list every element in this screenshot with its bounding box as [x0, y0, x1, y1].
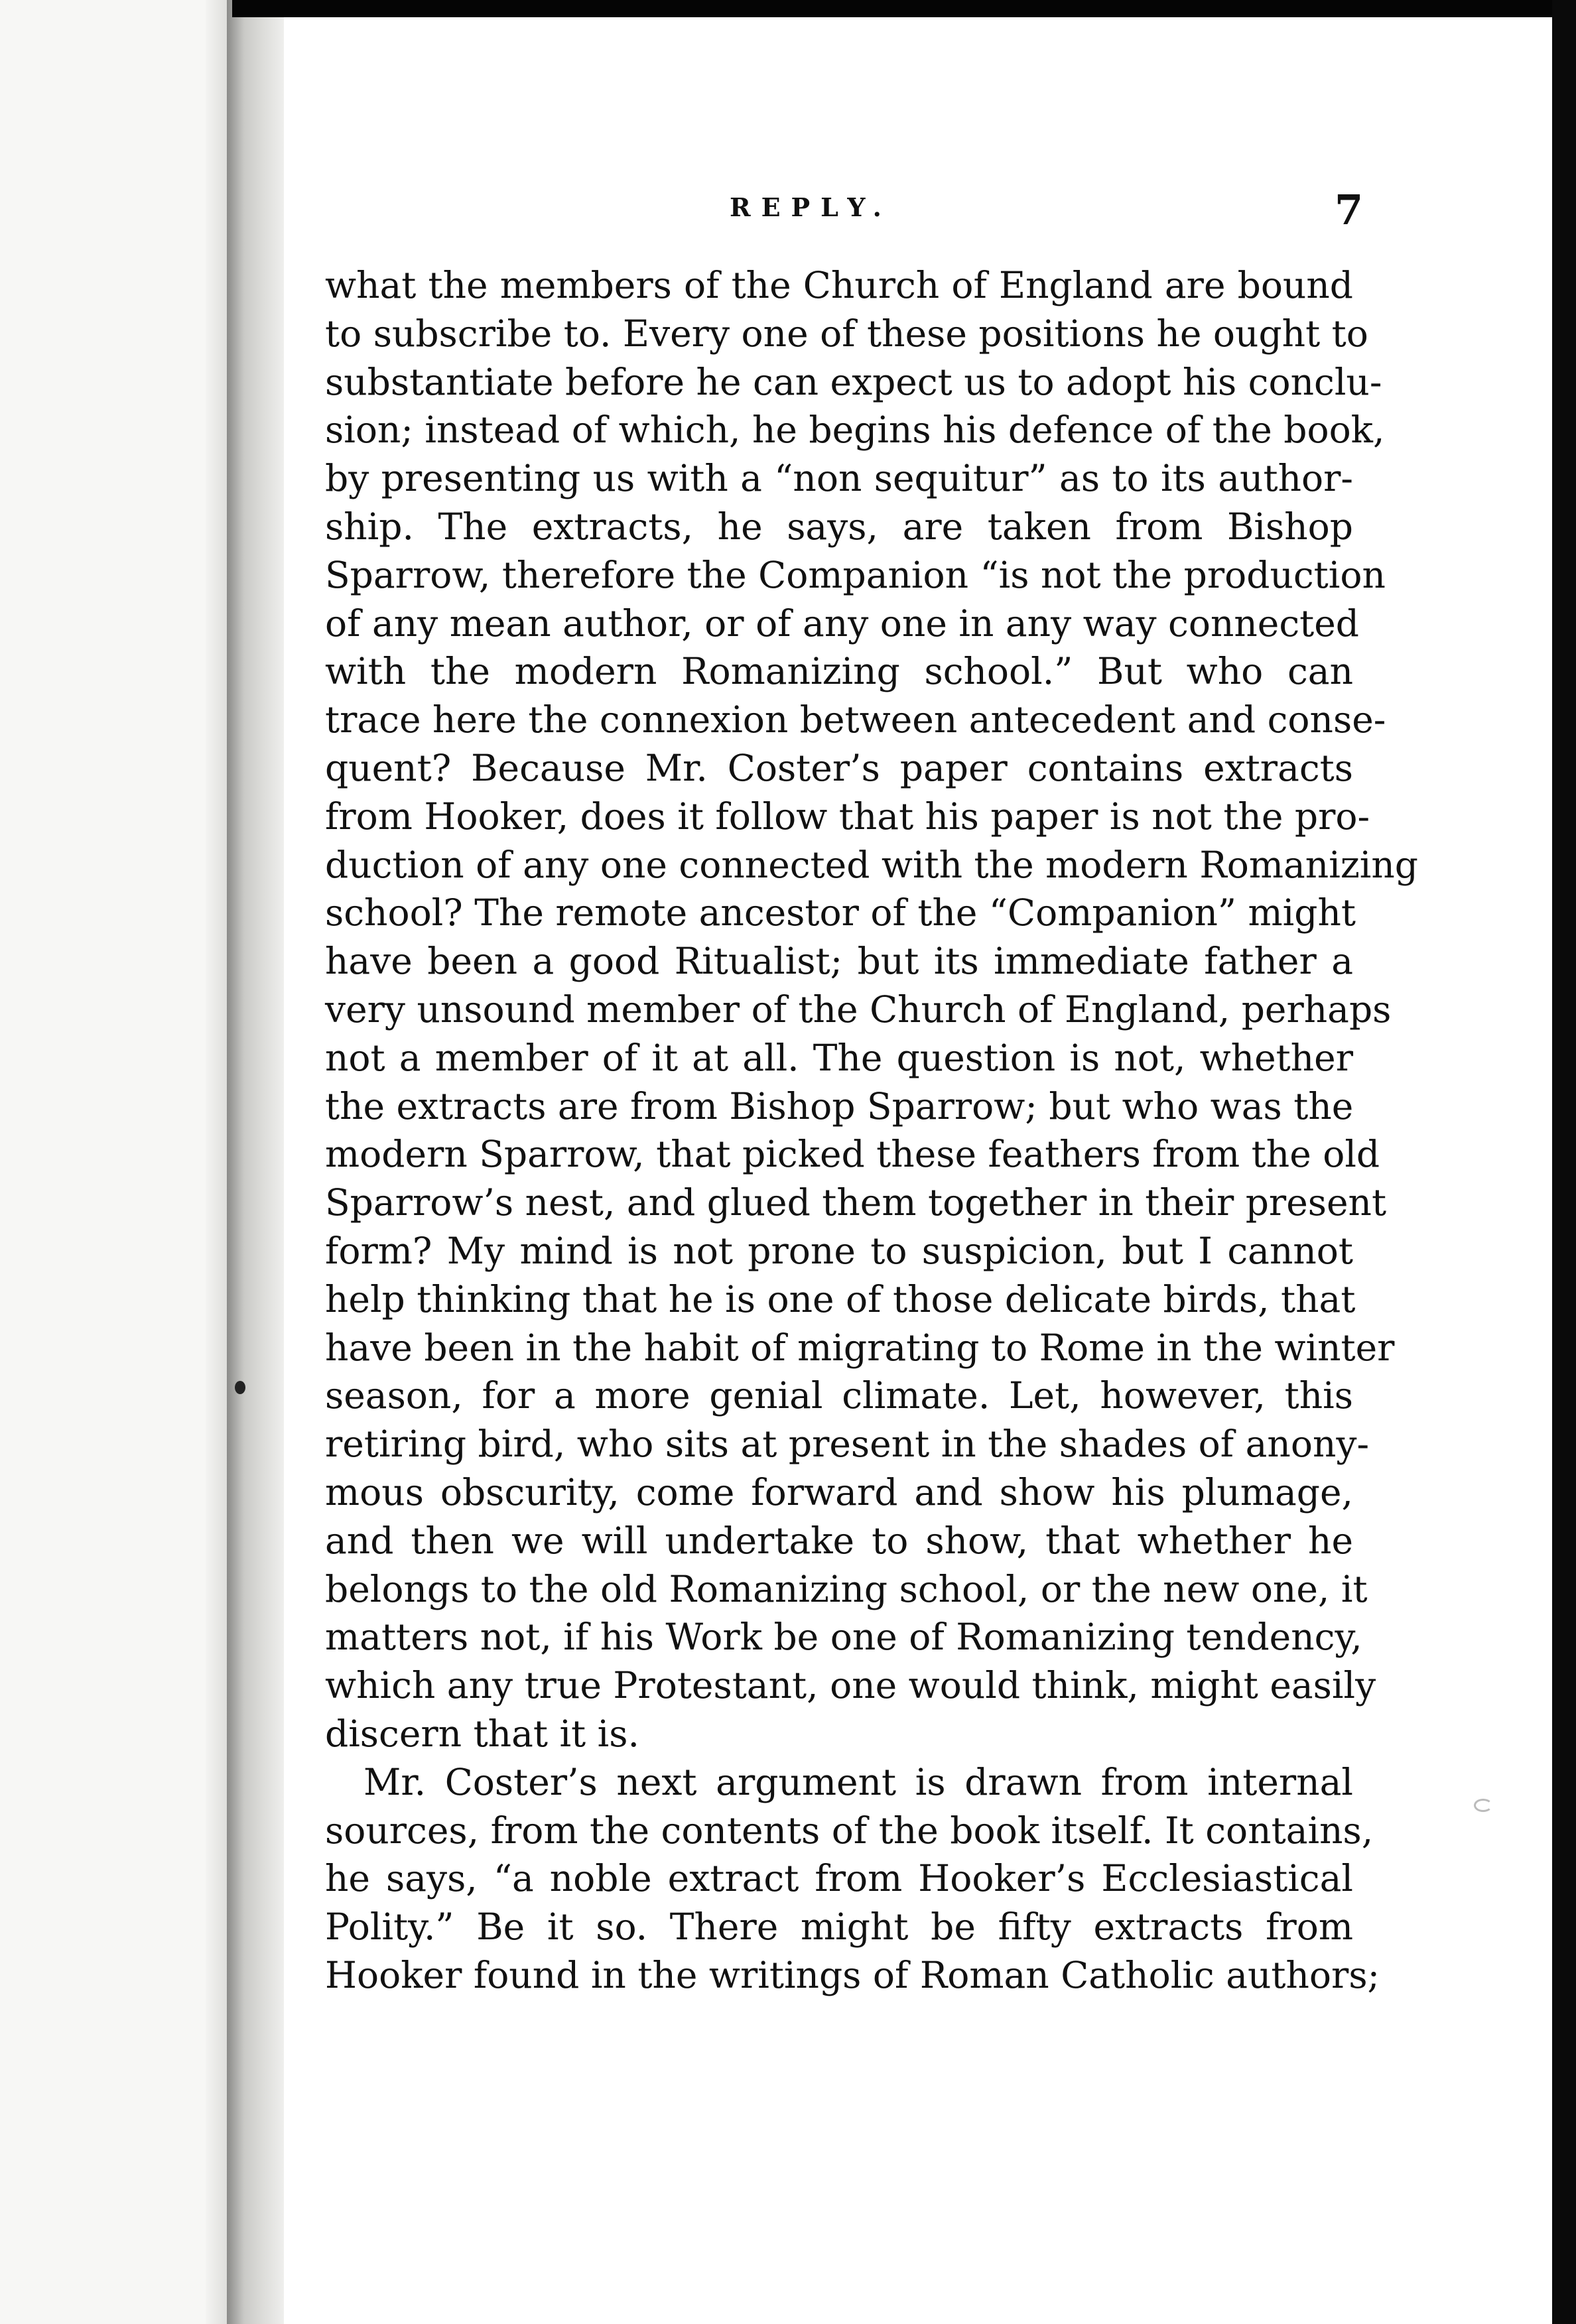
text-line: not a member of it at all. The question is not, whether [325, 1036, 1353, 1079]
text-line: have been a good Ritualist; but its immediate father a [325, 940, 1353, 983]
text-line: trace here the connexion between antecedent and conse- [325, 698, 1386, 742]
text-line: discern that it is. [325, 1712, 639, 1755]
scan-border-top [232, 0, 1576, 17]
scan-border-right [1552, 0, 1576, 2324]
text-line: Sparrow, therefore the Companion “is not the production [325, 553, 1386, 596]
text-line: school? The remote ancestor of the “Companion” might [325, 891, 1356, 935]
text-line: help thinking that he is one of those delicate birds, that [325, 1277, 1356, 1321]
facing-page [0, 0, 232, 2324]
text-line: mous obscurity, come forward and show his plumage, [325, 1470, 1353, 1514]
text-line: belongs to the old Romanizing school, or the new one, it [325, 1567, 1368, 1610]
text-line: retiring bird, who sits at present in the shades of anony- [325, 1423, 1370, 1466]
body-text [325, 261, 1419, 2000]
text-line: by presenting us with a “non sequitur” as to its author- [325, 457, 1353, 500]
text-line: of any mean author, or of any one in any way connected [325, 602, 1360, 645]
page-number: 7 [1335, 186, 1364, 234]
binding-dot-mark [235, 1381, 245, 1394]
text-line: what the members of the Church of England are bound [325, 264, 1353, 306]
text-line: from Hooker, does it follow that his paper is not the pro- [325, 795, 1370, 838]
text-line: form? My mind is not prone to suspicion, but I cannot [325, 1229, 1353, 1272]
text-line: season, for a more genial climate. Let, however, this [325, 1374, 1353, 1417]
text-line: matters not, if his Work be one of Romanizing tendency, [325, 1616, 1362, 1659]
text-line: the extracts are from Bishop Sparrow; but who was the [325, 1084, 1354, 1128]
text-line: which any true Protestant, one would think, might easily [325, 1664, 1376, 1707]
book-spine-shadow [227, 0, 284, 2324]
text-line: to subscribe to. Every one of these positions he ought to [325, 312, 1368, 355]
running-head: REPLY. [730, 192, 892, 222]
text-line: modern Sparrow, that picked these feathers from the old [325, 1133, 1380, 1176]
text-line: Hooker found in the writings of Roman Catholic authors; [325, 1953, 1380, 1996]
page-speck-mark [1474, 1799, 1492, 1812]
text-line: sion; instead of which, he begins his defence of the book, [325, 409, 1385, 452]
text-line: ship. The extracts, he says, are taken from Bishop [325, 505, 1353, 548]
text-line: Mr. Coster’s next argument is drawn from internal [363, 1760, 1353, 1803]
text-line: duction of any one connected with the modern Romanizing [325, 843, 1419, 886]
text-line: very unsound member of the Church of England, perhaps [325, 988, 1392, 1031]
text-line: with the modern Romanizing school.” But who can [325, 650, 1353, 693]
text-line: Polity.” Be it so. There might be fifty extracts from [325, 1905, 1353, 1949]
text-line: sources, from the contents of the book itself. It contains, [325, 1809, 1374, 1852]
text-line: quent? Because Mr. Coster’s paper contains extracts [325, 746, 1353, 789]
text-line: substantiate before he can expect us to adopt his conclu- [325, 360, 1382, 403]
text-line: have been in the habit of migrating to Rome in the winter [325, 1326, 1395, 1369]
text-line: Sparrow’s nest, and glued them together in their present [325, 1181, 1387, 1224]
text-line: he says, “a noble extract from Hooker’s Ecclesiastical [325, 1857, 1353, 1900]
text-line: and then we will undertake to show, that whether he [325, 1519, 1353, 1562]
